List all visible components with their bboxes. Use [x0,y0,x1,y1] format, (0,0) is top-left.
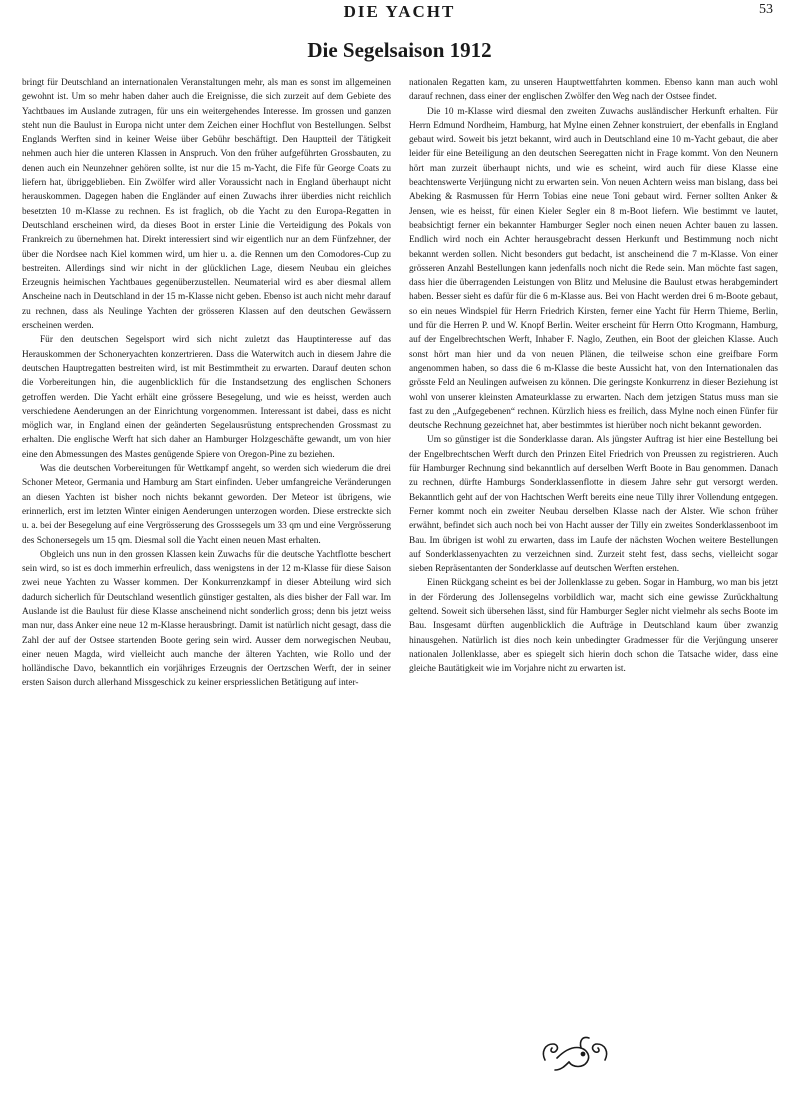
paragraph: Was die deutschen Vorbereitungen für Wettkampf angeht, so werden sich wiederum die drei Schoner Meteor, Germania und Hamburg am Start einfinden. Ueber umfangreiche Veränderungen an diesen Yachten ist bisher noch nichts bekannt geworden. Der Meteor ist übrigens, wie erinnerlich, erst im letzten Winter einigen Aenderungen unterzogen worden. Diese erstreckte sich u. a. bei der Besegelung auf eine Vergrösserung des Grosssegels um 33 qm und eine Vergrösserung des Schonersegels um 15 qm. Diesmal soll die Yacht einen neuen Mast erhalten. [22,464,391,546]
left-column [22,76,391,1076]
paragraph: Für den deutschen Segelsport wird sich nicht zuletzt das Hauptinteresse auf das Herauskommen der Schoneryachten konzertrieren. Dass die Waterwitch auch in diesem Jahre die deutschen Hauptregatten bestreiten wird, ist mit Bestimmtheit zu erwarten. Darauf deuten schon die Vorbereitungen hin, die augenblicklich für die Instandsetzung des englischen Schoners getroffen werden. Die Yacht erhält eine grössere Besegelung, und wie es heisst, werden auch verschiedene Aenderungen an der Einrichtung vorgenommen. Interessant ist dabei, dass es nicht möglich war, in England einen der geänderten Segelausrüstung entsprechenden Grossmast zu erhalten. Die englische Werft hat sich daher an Hamburger Holzgeschäfte gewandt, um von hier eine den Abmessungen des Mastes genügende Spiere von Oregon-Pine zu beziehen. [22,335,391,460]
page-number: 53 [759,2,773,17]
paragraph: bringt für Deutschland an internationalen Veranstaltungen mehr, als man es sonst im allgemeinen gewohnt ist. Um so mehr haben daher auch die Ereignisse, die sich zurzeit auf dem Gebiete des Yachtbaues im Auslande zutragen, für uns ein weitergehendes Interesse. Im grossen und ganzen steht nun die Baulust in Europa nicht unter dem Zeichen einer Hochflut von Bestellungen. Selbst Englands Werften sind in keiner Weise über Gebühr beschäftigt. Den Hauptteil der Tätigkeit nehmen auch hier die unteren Klassen in Anspruch. Von den früher aufgeführten Grossbauten, zu denen auch ein Neunzehner gehören sollte, ist nur die 15 m-Yacht, die Fife für George Coats zu liefern hat, übriggeblieben. Ein Zwölfer wird aller Voraussicht nach in England überhaupt nicht herauskommen. Dagegen haben die Engländer auf einen Zuwachs ihrer überdies nicht reichlich besetzten 10 m-Klasse zu rechnen. Es ist fraglich, ob die Yacht zu den Europa-Regatten in Deutschland erscheinen wird, da dieses Boot in erster Linie die Verteidigung des Pokals von Frankreich zu übernehmen hat. Direkt interessiert sind wir eigentlich nur an dem Fünfzehner, der über die Nordsee nach Kiel kommen wird, um hier u. a. die Rennen um den Comodores-Cup zu bestreiten. Allerdings sind wir nicht in der glücklichen Lage, diesem Neubau ein gleiches Erzeugnis heimischen Yachtbaues gegenüberzustellen. Neumaterial wird es aber diesmal allem Anscheine nach in Deutschland in der 15 m-Klasse nicht geben. Ebenso ist auch nicht mehr darauf zu rechnen, dass als Neulinge Yachten der grösseren Klassen auf den deutschen Gewässern erscheinen werden. [22,78,391,332]
paragraph: Einen Rückgang scheint es bei der Jollenklasse zu geben. Sogar in Hamburg, wo man bis jetzt in der Förderung des Jollensegelns vorbildlich war, macht sich eine gewisse Zurückhaltung geltend. Soweit sich übersehen lässt, sind für Hamburger Segler nicht vielmehr als sechs Boote im Bau. Insgesamt dürften augenblicklich die Aufträge in Deutschland kaum über zwanzig hinausgehen. Natürlich ist dies noch kein unbedingter Gradmesser für die Verjüngung unserer nationalen Jollenklasse, aber es spiegelt sich hierin doch schon die Tatsache wider, dass eine gleiche Bautätigkeit wie im Vorjahre nicht zu erwarten ist. [409,578,778,675]
paragraph: nationalen Regatten kam, zu unseren Hauptwettfahrten kommen. Ebenso kann man auch wohl darauf rechnen, dass einer der englischen Zwölfer den Weg nach der Ostsee findet. [409,78,778,103]
paragraph: Obgleich uns nun in den grossen Klassen kein Zuwachs für die deutsche Yachtflotte beschert sein wird, so ist es doch immerhin erfreulich, dass wenigstens in der 12 m-Klasse für diese Saison zwei neue Yachten zu Wasser kommen. Der Konkurrenzkampf in dieser Abteilung wird sich dadurch sicherlich für Deutschland wesentlich günstiger gestalten, als dies bisher der Fall war. Im Auslande ist die Baulust für diese Klasse anscheinend nicht sonderlich gross; denn bis jetzt weiss man nur, dass Anker eine neue 12 m-Klasse herausbringt. Damit ist natürlich nicht gesagt, dass die Zahl der auf der Ostsee startenden Boote gering sein wird. Ausser dem norwegischen Neubau, einer neuen Magda, wird vielleicht auch manche der älteren Yachten, wie Rollo und der holländische Davo, bekanntlich ein vorjähriges Erzeugnis der Oertzschen Werft, der in seiner ersten Saison durch allerhand Missgeschick zu keiner erspriesslichen Betätigung auf inter- [22,549,391,689]
dolphin-vignette-icon [535,1030,615,1074]
article-body [22,76,778,1076]
paragraph: Um so günstiger ist die Sonderklasse daran. Als jüngster Auftrag ist hier eine Bestellung bei der Engelbrechtschen Werft durch den Prinzen Eitel Friedrich von Preussen zu registrieren. Auch für Hamburger Rechnung sind bekanntlich auf derselben Werft Boote in Bau genommen. Danach zu rechnen, dürfte Hamburgs Sonderklassenflotte in diesem Jahre sehr gut versorgt werden. Bekanntlich geht auf der von Hachtschen Werft bereits eine neue Tilly ihrer Vollendung entgegen. Ferner kommt noch ein zweiter Neubau derselben Klasse nach der Alster. Wie schon früher erwähnt, befindet sich auch noch bei von Hacht ausser der Tilly ein zweites Sonderklassenboot im Bau. Im übrigen ist wohl zu erwarten, dass im Laufe der nächsten Wochen weitere Bestellungen auf Sonderklassenyachten zu verzeichnen sind. Zurzeit steht fest, dass sechs, vielleicht sogar sieben Repräsentanten der Sonderklasse auf deutschen Werften erstehen. [409,435,778,575]
right-column [409,76,778,1076]
running-head: DIE YACHT [343,2,456,21]
article-title: Die Segelsaison 1912 [307,38,492,62]
paragraph: Die 10 m-Klasse wird diesmal den zweiten Zuwachs ausländischer Herkunft erhalten. Für Herrn Edmund Nordheim, Hamburg, hat Mylne einen Zehner konstruiert, der ebenfalls in England gebaut wird. Soweit bis jetzt bekannt, wird auch in Deutschland eine 10 m-Yacht gebaut, die aber leider für eine Beteiligung an den deutschen Seeregatten nicht in Frage kommt. Von den Neunern hört man zurzeit überhaupt nichts, und wie es scheint, wird auch für diese Klasse eine beachtenswerte Verjüngung nicht zu erwarten sein. Von neuen Achtern weiss man bislang, dass bei Abeking & Rasmussen für Herrn Tobias eine neue Toni gebaut wird. Ferner sollten Anker & Jensen, wie es heisst, für einen Kieler Segler ein 8 m-Boot liefern. Wie bestimmt ve lautet, beabsichtigt ferner ein bekannter Hamburger Segler noch einen neuen Achter bauen zu lassen. Endlich wird noch ein Achter herausgebracht dessen Herkunft und Bestimmung noch nicht bekannt werden sollen. Nicht besonders gut bedacht, ist anscheinend die 7 m-Klasse. Von einer grösseren Anzahl Bestellungen kann jedenfalls noch nicht die Rede sein. Man möchte fast sagen, dass hier die überragenden Leistungen von Blitz und Melusine die Baulust etwas herabgemindert haben. Besser sieht es dafür für die 6 m-Klasse aus. Bei von Hacht werden drei 6 m-Boote gebaut, so ein neues Windspiel für Herrn Friedrich Kirsten, ferner eine Yacht für Herrn Thieme, Berlin, und für die Herren P. und W. Knopf Berlin. Weiter erscheint für Herrn Otto Krogmann, Hamburg, auf der Engelbrechtschen Werft, Inhaber F. Naglo, Zeuthen, ein Boot der gleichen Klasse. Auch sonst hört man hier und da von neuen Plänen, die teilweise schon eine greifbare Form angenommen haben, so dass die 6 m-Klasse die beste Aussicht hat, von den Internationalen das grösste Feld an Neulingen aufweisen zu können. Die geringste Konkurrenz in dieser Beziehung ist wohl von unserer kleinsten Amateurklasse zu erwarten. Nach dem jetzigen Status muss man sie fast zu den „Aufgegebenen“ rechnen. Kürzlich hiess es freilich, dass Mylne noch einen Fünfer für deutsche Rechnung gezeichnet hat, aber bestimmtes ist hierüber noch nicht bekannt geworden. [409,106,778,432]
